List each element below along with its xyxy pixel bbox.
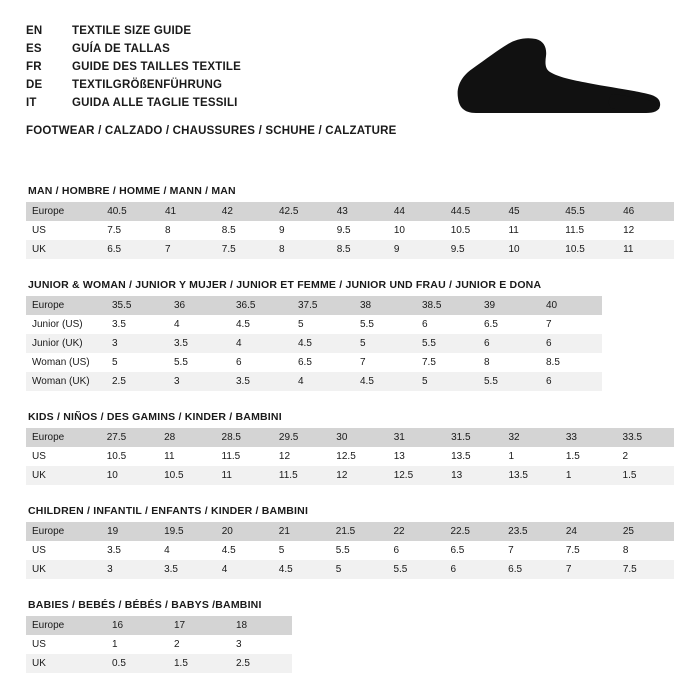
table-row (26, 541, 674, 560)
size-cell: 28 (158, 428, 215, 447)
language-row (26, 76, 241, 94)
row-label: US (26, 541, 101, 560)
table-row (26, 315, 602, 334)
size-cell: 7 (560, 560, 617, 579)
size-cell: 24 (560, 522, 617, 541)
size-cell: 6.5 (478, 315, 540, 334)
size-cell: 27.5 (101, 428, 158, 447)
size-cell: 42.5 (273, 202, 331, 221)
size-cell: 10 (502, 240, 559, 259)
size-cell: 10.5 (101, 447, 158, 466)
size-cell: 11 (502, 221, 559, 240)
size-cell: 7.5 (416, 353, 478, 372)
size-cell: 43 (331, 202, 388, 221)
size-cell: 3 (230, 635, 292, 654)
language-title: GUIDA ALLE TAGLIE TESSILI (72, 96, 238, 109)
size-cell: 45 (502, 202, 559, 221)
size-cell: 11 (617, 240, 674, 259)
size-cell: 10.5 (445, 221, 503, 240)
table-row (26, 522, 674, 541)
size-cell: 19 (101, 522, 158, 541)
size-cell: 21.5 (330, 522, 388, 541)
language-row (26, 22, 241, 40)
size-cell: 5 (330, 560, 388, 579)
size-cell: 36.5 (230, 296, 292, 315)
size-blocks (26, 185, 674, 673)
size-table-body (26, 202, 674, 259)
size-cell: 10 (388, 221, 445, 240)
size-cell: 12 (330, 466, 387, 485)
size-cell: 2.5 (230, 654, 292, 673)
size-cell: 38 (354, 296, 416, 315)
language-title: GUÍA DE TALLAS (72, 42, 170, 55)
row-label: Europe (26, 202, 101, 221)
row-label: UK (26, 240, 101, 259)
size-table-body (26, 428, 674, 485)
size-cell: 13 (388, 447, 445, 466)
dress-shoe-silhouette-icon (446, 36, 666, 118)
size-cell: 9 (388, 240, 445, 259)
size-cell: 33.5 (617, 428, 674, 447)
table-row (26, 353, 602, 372)
size-cell: 29.5 (273, 428, 330, 447)
row-label: Junior (UK) (26, 334, 106, 353)
table-row (26, 447, 674, 466)
language-title: TEXTILE SIZE GUIDE (72, 24, 192, 37)
size-cell: 40 (540, 296, 602, 315)
row-label: US (26, 447, 101, 466)
row-label: US (26, 635, 106, 654)
language-code: DE (26, 78, 43, 91)
size-cell: 7 (159, 240, 216, 259)
size-cell: 4.5 (354, 372, 416, 391)
size-cell: 12.5 (330, 447, 387, 466)
size-cell: 40.5 (101, 202, 159, 221)
size-cell: 5 (292, 315, 354, 334)
size-cell: 11 (158, 447, 215, 466)
size-cell: 36 (168, 296, 230, 315)
size-table-kids (26, 428, 674, 485)
size-cell: 6 (478, 334, 540, 353)
size-cell: 6 (540, 334, 602, 353)
size-table-body (26, 296, 602, 391)
size-cell: 13.5 (445, 447, 502, 466)
size-cell: 7 (354, 353, 416, 372)
size-cell: 1 (502, 447, 559, 466)
size-cell: 7 (540, 315, 602, 334)
size-cell: 7.5 (617, 560, 674, 579)
size-cell: 23.5 (502, 522, 560, 541)
row-label: UK (26, 654, 106, 673)
size-cell: 33 (560, 428, 617, 447)
size-cell: 31 (388, 428, 445, 447)
size-cell: 6.5 (502, 560, 560, 579)
size-cell: 3.5 (101, 541, 158, 560)
size-cell: 8.5 (331, 240, 388, 259)
size-cell: 37.5 (292, 296, 354, 315)
size-cell: 5.5 (354, 315, 416, 334)
row-label: Europe (26, 616, 106, 635)
size-cell: 2.5 (106, 372, 168, 391)
language-row (26, 40, 241, 58)
size-cell: 11.5 (216, 447, 273, 466)
size-cell: 7.5 (101, 221, 159, 240)
size-table-body (26, 522, 674, 579)
row-label: UK (26, 466, 101, 485)
row-label: Europe (26, 296, 106, 315)
size-cell: 1.5 (617, 466, 674, 485)
size-cell: 10.5 (158, 466, 215, 485)
size-cell: 3.5 (158, 560, 216, 579)
size-cell: 35.5 (106, 296, 168, 315)
size-cell: 4 (216, 560, 273, 579)
size-table-body (26, 616, 292, 673)
size-table-man (26, 202, 674, 259)
row-label: Europe (26, 522, 101, 541)
size-cell: 6 (387, 541, 444, 560)
size-cell: 13.5 (502, 466, 559, 485)
size-cell: 9.5 (445, 240, 503, 259)
size-cell: 8.5 (216, 221, 273, 240)
table-row (26, 466, 674, 485)
language-row (26, 94, 241, 112)
size-cell: 6 (230, 353, 292, 372)
table-row (26, 372, 602, 391)
size-cell: 11 (216, 466, 273, 485)
row-label: Europe (26, 428, 101, 447)
size-cell: 4 (168, 315, 230, 334)
size-cell: 42 (216, 202, 273, 221)
size-cell: 44 (388, 202, 445, 221)
size-cell: 12 (617, 221, 674, 240)
size-cell: 4.5 (292, 334, 354, 353)
language-row (26, 58, 241, 76)
size-cell: 1 (560, 466, 617, 485)
row-label: Woman (UK) (26, 372, 106, 391)
size-block-kids (26, 411, 674, 485)
size-cell: 22.5 (444, 522, 502, 541)
size-cell: 4.5 (216, 541, 273, 560)
row-label: UK (26, 560, 101, 579)
size-cell: 4.5 (230, 315, 292, 334)
size-cell: 17 (168, 616, 230, 635)
size-cell: 7.5 (216, 240, 273, 259)
size-table-junior-woman (26, 296, 602, 391)
size-cell: 8 (273, 240, 331, 259)
language-code: FR (26, 60, 42, 73)
size-block-junior-woman (26, 279, 674, 391)
size-cell: 5 (354, 334, 416, 353)
table-row (26, 334, 602, 353)
size-cell: 7 (502, 541, 560, 560)
size-cell: 12 (273, 447, 330, 466)
size-cell: 28.5 (216, 428, 273, 447)
size-cell: 6 (444, 560, 502, 579)
size-cell: 4 (230, 334, 292, 353)
block-title: BABIES / BEBÉS / BÉBÉS / BABYS /BAMBINI (28, 599, 262, 611)
table-row (26, 240, 674, 259)
size-cell: 6 (416, 315, 478, 334)
size-cell: 11.5 (559, 221, 617, 240)
size-cell: 6 (540, 372, 602, 391)
size-cell: 8 (159, 221, 216, 240)
size-cell: 6.5 (101, 240, 159, 259)
size-cell: 31.5 (445, 428, 502, 447)
table-row (26, 221, 674, 240)
size-cell: 5.5 (387, 560, 444, 579)
size-cell: 3 (168, 372, 230, 391)
size-cell: 9.5 (331, 221, 388, 240)
table-row (26, 202, 674, 221)
size-cell: 20 (216, 522, 273, 541)
language-code: IT (26, 96, 37, 109)
size-cell: 8 (478, 353, 540, 372)
table-row (26, 654, 292, 673)
size-cell: 5.5 (330, 541, 388, 560)
size-cell: 9 (273, 221, 331, 240)
document-header (26, 22, 674, 140)
category-title: FOOTWEAR / CALZADO / CHAUSSURES / SCHUHE / CALZATURE (26, 125, 397, 137)
size-cell: 3.5 (230, 372, 292, 391)
block-title: JUNIOR & WOMAN / JUNIOR Y MUJER / JUNIOR ET FEMME / JUNIOR UND FRAU / JUNIOR E DONA (28, 279, 542, 291)
language-title: TEXTILGRÖßENFÜHRUNG (72, 78, 223, 91)
size-block-man (26, 185, 674, 259)
size-cell: 3.5 (106, 315, 168, 334)
size-cell: 8.5 (540, 353, 602, 372)
language-titles-body (26, 22, 241, 112)
block-title: KIDS / NIÑOS / DES GAMINS / KINDER / BAMBINI (28, 411, 282, 423)
size-cell: 30 (330, 428, 387, 447)
size-cell: 22 (387, 522, 444, 541)
size-cell: 19.5 (158, 522, 216, 541)
size-cell: 5 (416, 372, 478, 391)
size-cell: 39 (478, 296, 540, 315)
row-label: Woman (US) (26, 353, 106, 372)
size-cell: 44.5 (445, 202, 503, 221)
size-table-babies (26, 616, 292, 673)
table-row (26, 616, 292, 635)
table-row (26, 428, 674, 447)
table-row (26, 560, 674, 579)
size-cell: 0.5 (106, 654, 168, 673)
size-cell: 13 (445, 466, 502, 485)
size-cell: 5.5 (168, 353, 230, 372)
size-cell: 45.5 (559, 202, 617, 221)
table-row (26, 635, 292, 654)
size-cell: 4 (158, 541, 216, 560)
size-cell: 2 (617, 447, 674, 466)
row-label: Junior (US) (26, 315, 106, 334)
size-cell: 3 (106, 334, 168, 353)
size-cell: 5.5 (478, 372, 540, 391)
size-cell: 10.5 (559, 240, 617, 259)
table-row (26, 296, 602, 315)
size-cell: 32 (502, 428, 559, 447)
size-cell: 1 (106, 635, 168, 654)
size-cell: 12.5 (388, 466, 445, 485)
size-cell: 3 (101, 560, 158, 579)
block-title: MAN / HOMBRE / HOMME / MANN / MAN (28, 185, 236, 197)
size-cell: 10 (101, 466, 158, 485)
size-cell: 7.5 (560, 541, 617, 560)
row-label: US (26, 221, 101, 240)
size-cell: 6.5 (292, 353, 354, 372)
size-block-babies (26, 599, 674, 673)
size-cell: 3.5 (168, 334, 230, 353)
size-cell: 2 (168, 635, 230, 654)
size-cell: 11.5 (273, 466, 330, 485)
language-code: ES (26, 42, 42, 55)
language-code: EN (26, 24, 43, 37)
size-block-children (26, 505, 674, 579)
size-cell: 38.5 (416, 296, 478, 315)
size-cell: 1.5 (560, 447, 617, 466)
block-title: CHILDREN / INFANTIL / ENFANTS / KINDER / BAMBINI (28, 505, 309, 517)
size-cell: 4 (292, 372, 354, 391)
size-cell: 16 (106, 616, 168, 635)
size-cell: 21 (273, 522, 330, 541)
language-titles-table (26, 22, 241, 112)
size-cell: 41 (159, 202, 216, 221)
size-cell: 46 (617, 202, 674, 221)
size-cell: 5 (273, 541, 330, 560)
size-cell: 1.5 (168, 654, 230, 673)
size-cell: 4.5 (273, 560, 330, 579)
size-table-children (26, 522, 674, 579)
size-cell: 5 (106, 353, 168, 372)
size-cell: 6.5 (444, 541, 502, 560)
size-cell: 18 (230, 616, 292, 635)
size-cell: 8 (617, 541, 674, 560)
language-title: GUIDE DES TAILLES TEXTILE (72, 60, 241, 73)
size-cell: 25 (617, 522, 674, 541)
size-cell: 5.5 (416, 334, 478, 353)
